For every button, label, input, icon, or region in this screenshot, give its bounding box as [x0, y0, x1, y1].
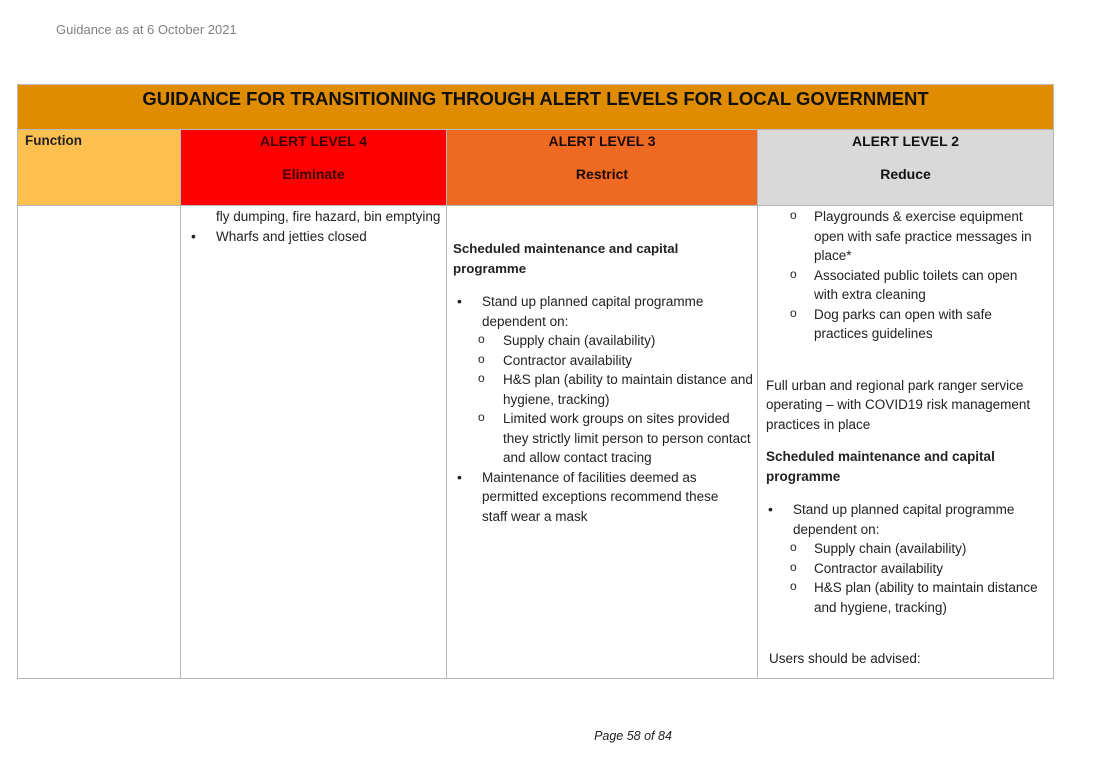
l3-sub-contractor: o Contractor availability	[447, 351, 757, 371]
l2-sub-toilets: o Associated public toilets can open with extra cleaning	[758, 266, 1053, 305]
l2-sub-playgrounds: o Playgrounds & exercise equipment open with safe practice messages in place*	[758, 207, 1053, 266]
page-footer	[0, 729, 1116, 743]
alert-level-2-action: Reduce	[880, 166, 931, 182]
alert-level-4-cell	[181, 206, 447, 679]
l2-bullet-capital-programme: • Stand up planned capital programme dependent on:	[758, 500, 1053, 539]
l3-bullet-capital-programme: • Stand up planned capital programme dependent on:	[447, 292, 757, 331]
l2-sub-hs-plan: o H&S plan (ability to maintain distance and hygiene, tracking)	[758, 578, 1053, 617]
l2-heading: Scheduled maintenance and capital programme	[766, 449, 995, 484]
l4-bullet-wharfs: • Wharfs and jetties closed	[181, 227, 446, 247]
l3-sub-work-groups: o Limited work groups on sites provided they strictly limit person to person contact and allow contact tracing	[447, 409, 757, 468]
alert-level-4-header	[181, 130, 447, 206]
guidance-table	[17, 84, 1054, 679]
l3-sub-supply-chain: o Supply chain (availability)	[447, 331, 757, 351]
l2-sub-supply-chain: o Supply chain (availability)	[758, 539, 1053, 559]
l2-sub-dog-parks: o Dog parks can open with safe practices guidelines	[758, 305, 1053, 344]
page-number: Page 58 of 84	[594, 729, 672, 743]
l2-users-text: Users should be advised:	[769, 651, 921, 666]
function-header	[18, 130, 181, 206]
alert-level-4-name: ALERT LEVEL 4	[259, 133, 368, 149]
alert-level-3-header	[447, 130, 758, 206]
function-cell	[18, 206, 181, 679]
l3-bullet-maintenance: • Maintenance of facilities deemed as permitted exceptions recommend these staff wear a mask	[447, 468, 757, 527]
alert-level-2-cell	[758, 206, 1054, 679]
alert-level-3-name: ALERT LEVEL 3	[548, 133, 656, 149]
alert-level-3-action: Restrict	[575, 166, 629, 182]
page-header-note: Guidance as at 6 October 2021	[56, 22, 237, 37]
l2-sub-contractor: o Contractor availability	[758, 559, 1053, 579]
table-title-text: GUIDANCE FOR TRANSITIONING THROUGH ALERT LEVELS FOR LOCAL GOVERNMENT	[142, 88, 929, 109]
function-label: Function	[25, 133, 82, 148]
table-title	[18, 85, 1054, 130]
alert-level-2-header	[758, 130, 1054, 206]
l4-continued-text: fly dumping, fire hazard, bin emptying	[216, 209, 441, 224]
l3-heading: Scheduled maintenance and capital programme	[453, 241, 679, 276]
alert-level-2-name: ALERT LEVEL 2	[851, 133, 960, 149]
l2-ranger-text: Full urban and regional park ranger service operating – with COVID19 risk management practices in place	[766, 377, 1031, 432]
alert-level-3-cell	[447, 206, 758, 679]
alert-level-4-action: Eliminate	[282, 166, 345, 182]
l3-sub-hs-plan: o H&S plan (ability to maintain distance and hygiene, tracking)	[447, 370, 757, 409]
